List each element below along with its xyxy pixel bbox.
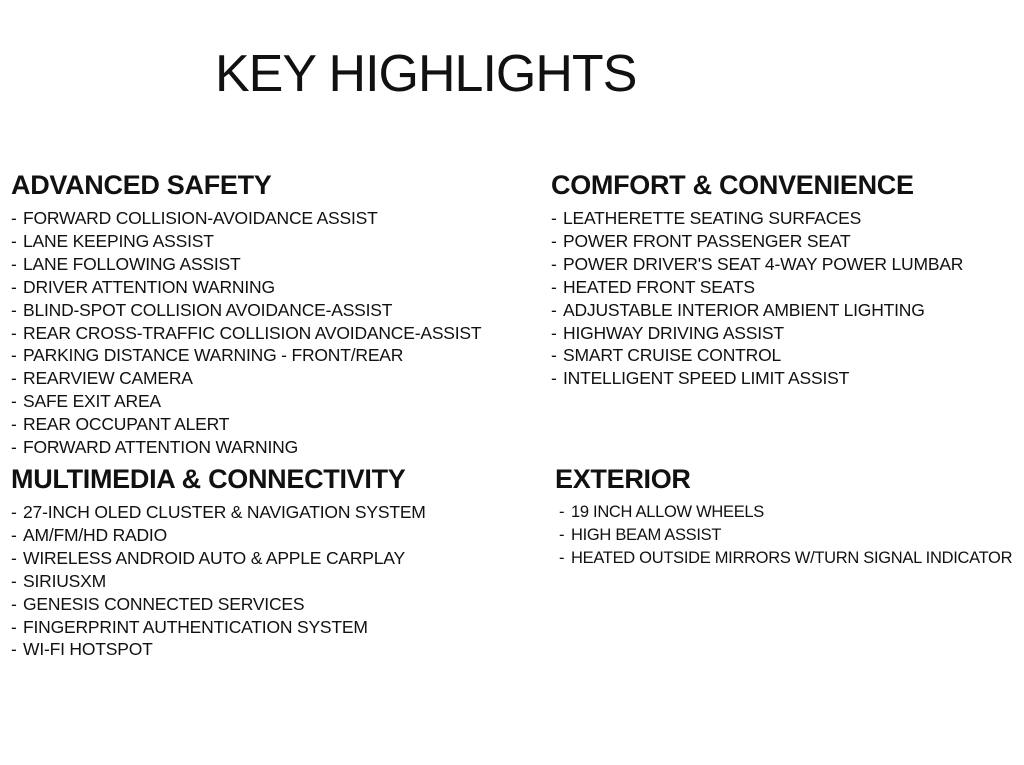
list-item-text: FORWARD ATTENTION WARNING — [23, 437, 298, 458]
list-marker: - — [11, 593, 17, 614]
section-heading: EXTERIOR — [555, 464, 691, 494]
section-multimedia-connectivity — [11, 464, 426, 661]
list-item — [11, 344, 481, 367]
list-marker: - — [11, 230, 17, 251]
list-item-text: SIRIUSXM — [23, 570, 106, 591]
list-marker: - — [551, 208, 557, 228]
list-item-text: LEATHERETTE SEATING SURFACES — [563, 208, 862, 228]
list-item — [551, 276, 963, 299]
list-item — [559, 547, 1012, 570]
list-marker: - — [551, 368, 557, 389]
list-item — [11, 230, 481, 253]
list-marker: - — [551, 345, 557, 366]
list-item-text: LANE FOLLOWING ASSIST — [23, 253, 241, 274]
list-marker: - — [551, 276, 557, 297]
list-item — [11, 253, 481, 276]
list-marker: - — [551, 299, 557, 320]
list-item — [11, 638, 426, 661]
list-item — [551, 344, 963, 367]
list-item — [551, 207, 963, 230]
list-marker: - — [559, 503, 565, 521]
section-comfort-convenience — [551, 170, 963, 390]
list-item — [551, 299, 963, 322]
section-heading: COMFORT & CONVENIENCE — [551, 170, 914, 200]
list-marker: - — [11, 524, 17, 545]
list-marker: - — [11, 547, 17, 568]
list-item-text: FINGERPRINT AUTHENTICATION SYSTEM — [23, 616, 368, 637]
list-item-text: LANE KEEPING ASSIST — [23, 230, 214, 251]
list-marker: - — [11, 368, 17, 389]
feature-list — [551, 207, 963, 390]
feature-list — [11, 501, 426, 661]
list-item — [11, 413, 481, 436]
list-item-text: HEATED FRONT SEATS — [563, 276, 755, 297]
list-marker: - — [551, 253, 557, 274]
list-item-text: SAFE EXIT AREA — [23, 391, 161, 412]
list-item — [11, 276, 481, 299]
list-marker: - — [11, 414, 17, 435]
list-item-text: HEATED OUTSIDE MIRRORS W/TURN SIGNAL INDICATOR — [571, 548, 1013, 567]
list-marker: - — [11, 345, 17, 366]
list-item — [11, 547, 426, 570]
list-marker: - — [11, 253, 17, 274]
section-exterior — [555, 464, 1012, 570]
list-marker: - — [11, 322, 17, 343]
list-marker: - — [11, 276, 17, 297]
list-item-text: INTELLIGENT SPEED LIMIT ASSIST — [563, 368, 850, 389]
list-item — [11, 524, 426, 547]
list-item-text: PARKING DISTANCE WARNING - FRONT/REAR — [23, 345, 404, 366]
list-item — [11, 207, 481, 230]
list-marker: - — [551, 230, 557, 251]
list-item — [559, 501, 1012, 524]
list-item — [11, 299, 481, 322]
list-item-text: HIGH BEAM ASSIST — [571, 525, 722, 544]
list-item-text: FORWARD COLLISION-AVOIDANCE ASSIST — [23, 208, 378, 228]
list-item-text: REARVIEW CAMERA — [23, 368, 193, 389]
section-heading: ADVANCED SAFETY — [11, 170, 272, 200]
list-marker: - — [11, 616, 17, 637]
list-item — [551, 230, 963, 253]
section-heading: MULTIMEDIA & CONNECTIVITY — [11, 464, 406, 494]
list-item — [11, 501, 426, 524]
list-item-text: GENESIS CONNECTED SERVICES — [23, 593, 305, 614]
list-item-text: WIRELESS ANDROID AUTO & APPLE CARPLAY — [23, 547, 405, 568]
list-marker: - — [11, 437, 17, 458]
list-item-text: SMART CRUISE CONTROL — [563, 345, 782, 366]
list-item-text: HIGHWAY DRIVING ASSIST — [563, 322, 784, 343]
list-marker: - — [11, 639, 17, 660]
list-marker: - — [11, 502, 17, 522]
list-marker: - — [559, 548, 565, 567]
list-item — [11, 436, 481, 459]
list-item-text: BLIND-SPOT COLLISION AVOIDANCE-ASSIST — [23, 299, 393, 320]
feature-list — [11, 207, 481, 459]
feature-list — [559, 501, 1012, 570]
list-item — [551, 322, 963, 345]
list-item-text: POWER FRONT PASSENGER SEAT — [563, 230, 851, 251]
list-item — [11, 367, 481, 390]
list-marker: - — [11, 391, 17, 412]
list-item-text: REAR CROSS-TRAFFIC COLLISION AVOIDANCE-ASSIST — [23, 322, 482, 343]
list-marker: - — [551, 322, 557, 343]
list-item-text: REAR OCCUPANT ALERT — [23, 414, 230, 435]
section-advanced-safety — [11, 170, 481, 459]
list-item-text: AM/FM/HD RADIO — [23, 524, 168, 545]
list-item-text: ADJUSTABLE INTERIOR AMBIENT LIGHTING — [563, 299, 925, 320]
list-item — [551, 367, 963, 390]
list-marker: - — [559, 525, 565, 544]
list-item — [11, 322, 481, 345]
list-item-text: DRIVER ATTENTION WARNING — [23, 276, 275, 297]
list-item — [11, 616, 426, 639]
list-item-text: POWER DRIVER'S SEAT 4-WAY POWER LUMBAR — [563, 253, 964, 274]
list-item — [11, 593, 426, 616]
list-marker: - — [11, 570, 17, 591]
page-title: KEY HIGHLIGHTS — [215, 45, 637, 103]
list-item — [11, 570, 426, 593]
list-item — [559, 524, 1012, 547]
list-marker: - — [11, 299, 17, 320]
list-item-text: WI-FI HOTSPOT — [23, 639, 153, 660]
list-item-text: 19 INCH ALLOW WHEELS — [571, 503, 764, 521]
list-item — [11, 390, 481, 413]
list-item — [551, 253, 963, 276]
list-marker: - — [11, 208, 17, 228]
list-item-text: 27-INCH OLED CLUSTER & NAVIGATION SYSTEM — [23, 502, 426, 522]
